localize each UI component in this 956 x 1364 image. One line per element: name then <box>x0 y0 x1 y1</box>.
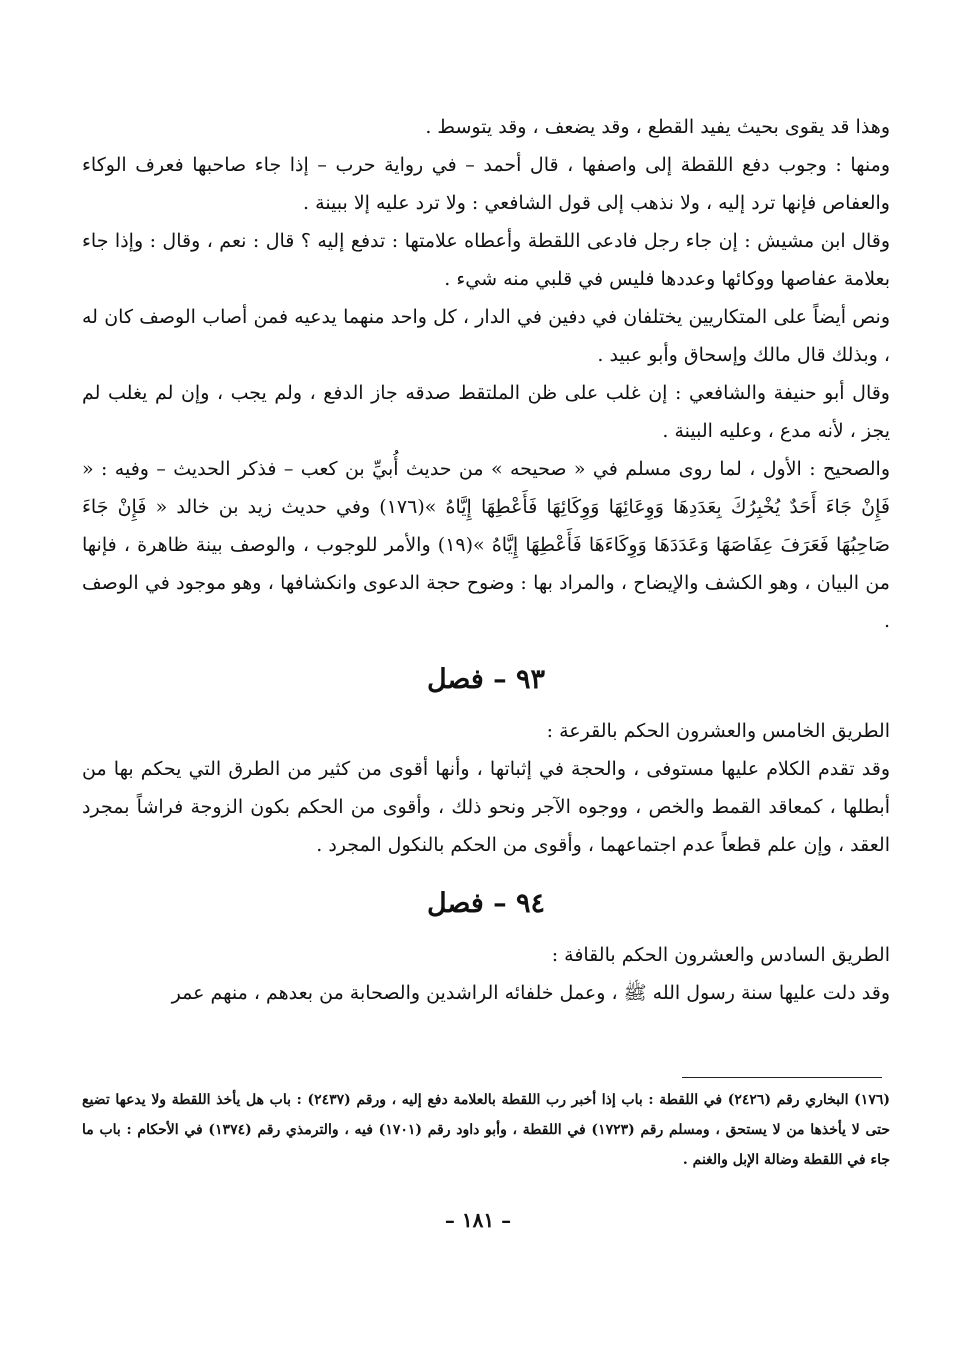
footnote: (١٧٦) البخاري رقم (٢٤٢٦) في اللقطة : باب إذا أخبر رب اللقطة بالعلامة دفع إليه ، ورقم (٢٤٣٧) : باب هل يأخذ اللقطة ولا يدعها تضيع حتى لا يأخذها من لا يستحق ، ومسلم رقم (١٧٢٣) في اللقطة ، وأبو داود رقم (١٧٠١) فيه ، والترمذي رقم (١٣٧٤) في الأحكام : باب ما جاء في اللقطة وضالة الإبل والغنم . <box>82 1092 890 1168</box>
paragraph: وقال ابن مشيش : إن جاء رجل فادعى اللقطة وأعطاه علامتها : تدفع إليه ؟ قال : نعم ، وقال : وإذا جاء بعلامة عفاصها ووكائها وعددها فليس في قلبي منه شيء . <box>82 230 890 290</box>
footnotes <box>82 1085 890 1175</box>
footnote-separator <box>682 1077 882 1078</box>
section-intro: الطريق السادس والعشرون الحكم بالقافة : <box>551 944 890 966</box>
paragraph: وقد دلت عليها سنة رسول الله ﷺ ، وعمل خلفائه الراشدين والصحابة من بعدهم ، منهم عمر <box>171 982 890 1004</box>
paragraph: وقد تقدم الكلام عليها مستوفى ، والحجة في إثباتها ، وأنها أقوى من كثير من الطرق التي يحكم بها من أبطلها ، كمعاقد القمط والخص ، ووجوه الآجر ونحو ذلك ، وأقوى من الحكم بكون الزوجة فراشاً بمجرد العقد ، وإن علم قطعاً عدم اجتماعهما ، وأقوى من الحكم بالنكول المجرد . <box>82 758 890 856</box>
page-number: – ١٨١ – <box>444 1208 512 1232</box>
paragraph: وقال أبو حنيفة والشافعي : إن غلب على ظن الملتقط صدقه جاز الدفع ، ولم يجب ، وإن لم يغلب لم يجز ، لأنه مدع ، وعليه البينة . <box>82 382 890 442</box>
paragraph: ومنها : وجوب دفع اللقطة إلى واصفها ، قال أحمد – في رواية حرب – إذا جاء صاحبها فعرف الوكاء والعفاص فإنها ترد إليه ، ولا نذهب إلى قول الشافعي : ولا ترد عليه إلا ببينة . <box>82 154 890 214</box>
paragraph: والصحيح : الأول ، لما روى مسلم في « صحيحه » من حديث أُبيِّ بن كعب – فذكر الحديث – وفيه : « فَإِنْ جَاءَ أَحَدٌ يُخْبِرُكَ بِعَدَدِهَا وَوِعَائِهَا وَوِكَائِهَا فَأَعْطِهَا إِيَّاهُ »(١٧٦) وفي حديث زيد بن خالد « فَإِنْ جَاءَ صَاحِبُهَا فَعَرَفَ عِفَاصَهَا وَعَدَدَهَا وَوِكَاءَهَا فَأَعْطِهَا إِيَّاهُ »(١٩) والأمر للوجوب ، والوصف بينة ظاهرة ، فإنها من البيان ، وهو الكشف والإيضاح ، والمراد بها : وضوح حجة الدعوى وانكشافها ، وهو موجود في الوصف . <box>82 458 890 632</box>
page-body <box>82 108 890 1012</box>
paragraph: وهذا قد يقوى بحيث يفيد القطع ، وقد يضعف ، وقد يتوسط . <box>425 116 890 138</box>
section-heading-93: ٩٣ – فصل <box>426 664 546 695</box>
section-intro: الطريق الخامس والعشرون الحكم بالقرعة : <box>546 720 890 742</box>
section-heading-94: ٩٤ – فصل <box>426 888 546 919</box>
paragraph: ونص أيضاً على المتكاريين يختلفان في دفين في الدار ، كل واحد منهما يدعيه فمن أصاب الوصف كان له ، وبذلك قال مالك وإسحاق وأبو عبيد . <box>82 306 890 366</box>
